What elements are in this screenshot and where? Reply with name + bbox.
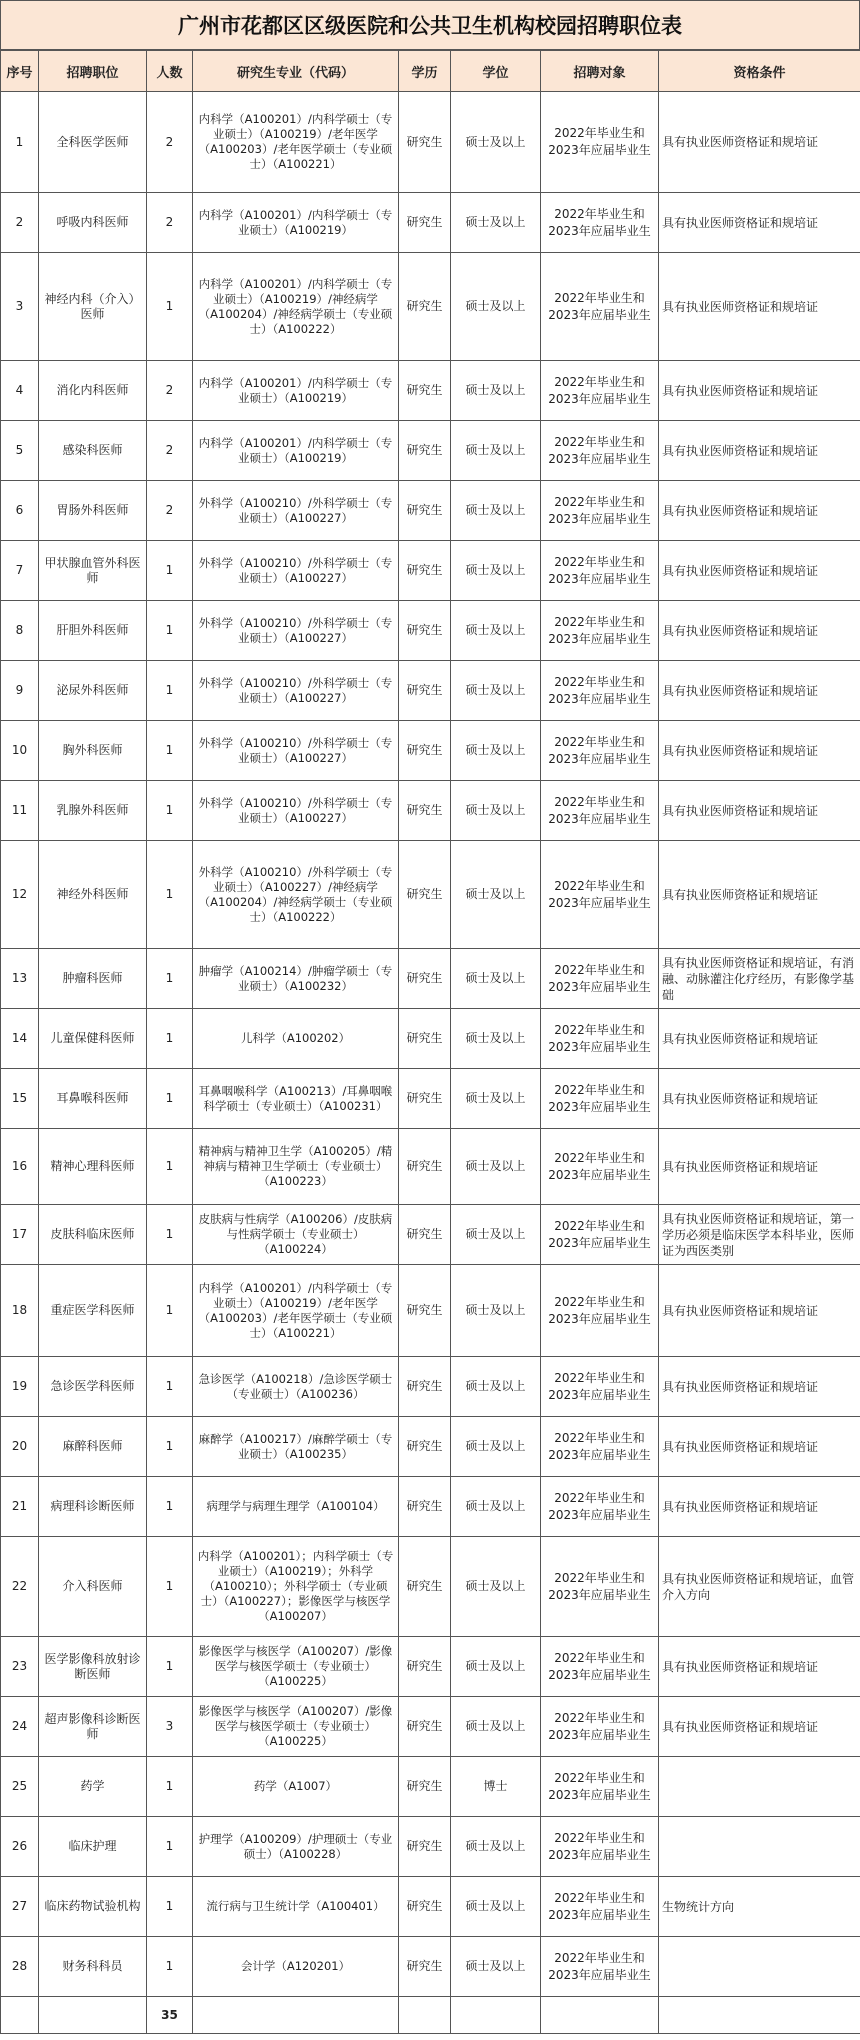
table-row (1, 1817, 860, 1877)
cell-education: 研究生 (399, 1009, 451, 1069)
cell-count: 1 (147, 841, 193, 949)
cell-requirement: 具有执业医师资格证和规培证 (659, 421, 860, 481)
cell-degree: 硕士及以上 (451, 1637, 541, 1697)
cell-requirement: 具有执业医师资格证和规培证 (659, 1129, 860, 1205)
cell-position: 感染科医师 (39, 421, 147, 481)
cell-degree: 硕士及以上 (451, 541, 541, 601)
table-row (1, 1265, 860, 1357)
cell-position: 病理科诊断医师 (39, 1477, 147, 1537)
table-row (1, 1205, 860, 1265)
cell-education: 研究生 (399, 1357, 451, 1417)
cell-count: 1 (147, 949, 193, 1009)
table-row (1, 1417, 860, 1477)
cell-degree: 硕士及以上 (451, 1009, 541, 1069)
cell-requirement: 生物统计方向 (659, 1877, 860, 1937)
cell-no: 19 (1, 1357, 39, 1417)
cell-degree: 博士 (451, 1757, 541, 1817)
cell-education: 研究生 (399, 193, 451, 253)
table-row (1, 541, 860, 601)
cell-degree: 硕士及以上 (451, 841, 541, 949)
cell-position: 药学 (39, 1757, 147, 1817)
cell-requirement: 具有执业医师资格证和规培证 (659, 1357, 860, 1417)
table-row (1, 661, 860, 721)
table-row (1, 253, 860, 361)
cell-education: 研究生 (399, 541, 451, 601)
cell-major: 外科学（A100210）/外科学硕士（专业硕士）（A100227） (193, 721, 399, 781)
cell-education: 研究生 (399, 781, 451, 841)
cell-requirement (659, 1757, 860, 1817)
cell-target: 2022年毕业生和2023年应届毕业生 (541, 1265, 659, 1357)
cell-education: 研究生 (399, 949, 451, 1009)
cell-count: 1 (147, 661, 193, 721)
cell-education: 研究生 (399, 421, 451, 481)
cell-requirement: 具有执业医师资格证和规培证 (659, 361, 860, 421)
cell-degree: 硕士及以上 (451, 721, 541, 781)
cell-count: 1 (147, 601, 193, 661)
cell-education: 研究生 (399, 1417, 451, 1477)
cell-education: 研究生 (399, 481, 451, 541)
cell-degree: 硕士及以上 (451, 1477, 541, 1537)
cell-count: 1 (147, 1129, 193, 1205)
table-row (1, 1129, 860, 1205)
cell-major: 流行病与卫生统计学（A100401） (193, 1877, 399, 1937)
cell-count: 2 (147, 193, 193, 253)
cell-position: 介入科医师 (39, 1537, 147, 1637)
cell-requirement: 具有执业医师资格证和规培证 (659, 841, 860, 949)
cell-no: 7 (1, 541, 39, 601)
cell-major: 内科学（A100201）；内科学硕士（专业硕士）（A100219）；外科学（A100210）；外科学硕士（专业硕士）（A100227）；影像医学与核医学（A100207） (193, 1537, 399, 1637)
cell-requirement: 具有执业医师资格证和规培证，第一学历必须是临床医学本科毕业，医师证为西医类别 (659, 1205, 860, 1265)
cell-education: 研究生 (399, 361, 451, 421)
cell-no: 3 (1, 253, 39, 361)
cell-major: 内科学（A100201）/内科学硕士（专业硕士）（A100219）/老年医学（A100203）/老年医学硕士（专业硕士）（A100221） (193, 1265, 399, 1357)
cell-target: 2022年毕业生和2023年应届毕业生 (541, 949, 659, 1009)
cell-education: 研究生 (399, 601, 451, 661)
cell-target: 2022年毕业生和2023年应届毕业生 (541, 1357, 659, 1417)
cell-education: 研究生 (399, 841, 451, 949)
header-major: 研究生专业（代码） (193, 51, 399, 92)
cell-major: 皮肤病与性病学（A100206）/皮肤病与性病学硕士（专业硕士）（A100224） (193, 1205, 399, 1265)
cell-requirement: 具有执业医师资格证和规培证 (659, 1477, 860, 1537)
cell-education: 研究生 (399, 1877, 451, 1937)
cell-major: 药学（A1007） (193, 1757, 399, 1817)
cell-target: 2022年毕业生和2023年应届毕业生 (541, 721, 659, 781)
table-row (1, 1697, 860, 1757)
recruitment-table (0, 50, 860, 2034)
table-row (1, 781, 860, 841)
cell-no: 24 (1, 1697, 39, 1757)
total-cell-empty (451, 1997, 541, 2034)
cell-no: 14 (1, 1009, 39, 1069)
cell-target: 2022年毕业生和2023年应届毕业生 (541, 421, 659, 481)
cell-no: 6 (1, 481, 39, 541)
cell-position: 超声影像科诊断医师 (39, 1697, 147, 1757)
cell-education: 研究生 (399, 1129, 451, 1205)
cell-requirement: 具有执业医师资格证和规培证 (659, 1637, 860, 1697)
cell-degree: 硕士及以上 (451, 1129, 541, 1205)
cell-position: 消化内科医师 (39, 361, 147, 421)
cell-requirement: 具有执业医师资格证和规培证 (659, 601, 860, 661)
cell-target: 2022年毕业生和2023年应届毕业生 (541, 661, 659, 721)
cell-count: 1 (147, 1877, 193, 1937)
cell-no: 13 (1, 949, 39, 1009)
cell-major: 内科学（A100201）/内科学硕士（专业硕士）（A100219） (193, 421, 399, 481)
cell-count: 3 (147, 1697, 193, 1757)
cell-requirement: 具有执业医师资格证和规培证 (659, 1417, 860, 1477)
table-row (1, 1357, 860, 1417)
cell-degree: 硕士及以上 (451, 1877, 541, 1937)
cell-no: 10 (1, 721, 39, 781)
table-row (1, 601, 860, 661)
table-row (1, 1757, 860, 1817)
total-cell-empty (39, 1997, 147, 2034)
cell-major: 外科学（A100210）/外科学硕士（专业硕士）（A100227） (193, 541, 399, 601)
total-cell-empty (541, 1997, 659, 2034)
cell-count: 1 (147, 1265, 193, 1357)
header-no: 序号 (1, 51, 39, 92)
cell-target: 2022年毕业生和2023年应届毕业生 (541, 1817, 659, 1877)
cell-no: 2 (1, 193, 39, 253)
cell-requirement: 具有执业医师资格证和规培证，血管介入方向 (659, 1537, 860, 1637)
cell-target: 2022年毕业生和2023年应届毕业生 (541, 193, 659, 253)
cell-count: 2 (147, 481, 193, 541)
table-row (1, 361, 860, 421)
cell-target: 2022年毕业生和2023年应届毕业生 (541, 1757, 659, 1817)
header-education: 学历 (399, 51, 451, 92)
table-row (1, 193, 860, 253)
cell-degree: 硕士及以上 (451, 193, 541, 253)
cell-no: 23 (1, 1637, 39, 1697)
cell-count: 1 (147, 1537, 193, 1637)
cell-degree: 硕士及以上 (451, 1697, 541, 1757)
cell-education: 研究生 (399, 1265, 451, 1357)
total-cell-empty (193, 1997, 399, 2034)
cell-education: 研究生 (399, 1205, 451, 1265)
cell-requirement: 具有执业医师资格证和规培证，有消融、动脉灌注化疗经历，有影像学基础 (659, 949, 860, 1009)
cell-position: 胃肠外科医师 (39, 481, 147, 541)
cell-count: 1 (147, 721, 193, 781)
cell-count: 1 (147, 1937, 193, 1997)
cell-position: 神经外科医师 (39, 841, 147, 949)
cell-position: 肿瘤科医师 (39, 949, 147, 1009)
cell-degree: 硕士及以上 (451, 1265, 541, 1357)
cell-position: 甲状腺血管外科医师 (39, 541, 147, 601)
cell-degree: 硕士及以上 (451, 1417, 541, 1477)
table-row (1, 841, 860, 949)
cell-degree: 硕士及以上 (451, 1069, 541, 1129)
cell-count: 1 (147, 1357, 193, 1417)
cell-count: 1 (147, 541, 193, 601)
cell-no: 16 (1, 1129, 39, 1205)
total-cell-empty (1, 1997, 39, 2034)
cell-requirement: 具有执业医师资格证和规培证 (659, 1069, 860, 1129)
cell-count: 1 (147, 1417, 193, 1477)
cell-position: 耳鼻喉科医师 (39, 1069, 147, 1129)
table-row (1, 92, 860, 193)
cell-no: 9 (1, 661, 39, 721)
cell-degree: 硕士及以上 (451, 1937, 541, 1997)
cell-no: 26 (1, 1817, 39, 1877)
cell-position: 泌尿外科医师 (39, 661, 147, 721)
cell-position: 财务科科员 (39, 1937, 147, 1997)
table-row (1, 421, 860, 481)
cell-count: 1 (147, 1757, 193, 1817)
cell-degree: 硕士及以上 (451, 949, 541, 1009)
cell-target: 2022年毕业生和2023年应届毕业生 (541, 481, 659, 541)
cell-position: 临床药物试验机构 (39, 1877, 147, 1937)
cell-target: 2022年毕业生和2023年应届毕业生 (541, 1069, 659, 1129)
cell-count: 2 (147, 361, 193, 421)
cell-major: 外科学（A100210）/外科学硕士（专业硕士）（A100227） (193, 601, 399, 661)
cell-major: 精神病与精神卫生学（A100205）/精神病与精神卫生学硕士（专业硕士）（A100223） (193, 1129, 399, 1205)
cell-degree: 硕士及以上 (451, 781, 541, 841)
cell-count: 2 (147, 92, 193, 193)
cell-major: 内科学（A100201）/内科学硕士（专业硕士）（A100219） (193, 193, 399, 253)
cell-no: 22 (1, 1537, 39, 1637)
table-row (1, 1477, 860, 1537)
cell-education: 研究生 (399, 1637, 451, 1697)
cell-target: 2022年毕业生和2023年应届毕业生 (541, 1205, 659, 1265)
cell-education: 研究生 (399, 1697, 451, 1757)
cell-degree: 硕士及以上 (451, 1537, 541, 1637)
cell-no: 20 (1, 1417, 39, 1477)
cell-degree: 硕士及以上 (451, 601, 541, 661)
table-row (1, 1877, 860, 1937)
cell-count: 1 (147, 781, 193, 841)
cell-education: 研究生 (399, 661, 451, 721)
cell-degree: 硕士及以上 (451, 1205, 541, 1265)
header-target: 招聘对象 (541, 51, 659, 92)
cell-no: 8 (1, 601, 39, 661)
cell-position: 麻醉科医师 (39, 1417, 147, 1477)
cell-degree: 硕士及以上 (451, 1357, 541, 1417)
cell-position: 呼吸内科医师 (39, 193, 147, 253)
cell-position: 全科医学医师 (39, 92, 147, 193)
total-cell-empty (399, 1997, 451, 2034)
cell-target: 2022年毕业生和2023年应届毕业生 (541, 1129, 659, 1205)
cell-target: 2022年毕业生和2023年应届毕业生 (541, 1877, 659, 1937)
cell-education: 研究生 (399, 1937, 451, 1997)
cell-major: 内科学（A100201）/内科学硕士（专业硕士）（A100219）/神经病学（A100204）/神经病学硕士（专业硕士）（A100222） (193, 253, 399, 361)
cell-requirement: 具有执业医师资格证和规培证 (659, 1697, 860, 1757)
header-degree: 学位 (451, 51, 541, 92)
cell-target: 2022年毕业生和2023年应届毕业生 (541, 361, 659, 421)
cell-position: 儿童保健科医师 (39, 1009, 147, 1069)
cell-major: 儿科学（A100202） (193, 1009, 399, 1069)
cell-target: 2022年毕业生和2023年应届毕业生 (541, 92, 659, 193)
cell-count: 1 (147, 1069, 193, 1129)
table-body (1, 92, 860, 1997)
cell-requirement: 具有执业医师资格证和规培证 (659, 781, 860, 841)
table-title: 广州市花都区区级医院和公共卫生机构校园招聘职位表 (0, 0, 860, 50)
cell-no: 18 (1, 1265, 39, 1357)
cell-requirement: 具有执业医师资格证和规培证 (659, 1009, 860, 1069)
cell-position: 肝胆外科医师 (39, 601, 147, 661)
cell-target: 2022年毕业生和2023年应届毕业生 (541, 541, 659, 601)
cell-position: 精神心理科医师 (39, 1129, 147, 1205)
table-row (1, 1069, 860, 1129)
total-cell-empty (659, 1997, 860, 2034)
header-count: 人数 (147, 51, 193, 92)
cell-education: 研究生 (399, 1817, 451, 1877)
cell-degree: 硕士及以上 (451, 421, 541, 481)
cell-degree: 硕士及以上 (451, 481, 541, 541)
cell-education: 研究生 (399, 1537, 451, 1637)
cell-degree: 硕士及以上 (451, 661, 541, 721)
cell-requirement: 具有执业医师资格证和规培证 (659, 92, 860, 193)
cell-major: 外科学（A100210）/外科学硕士（专业硕士）（A100227） (193, 481, 399, 541)
cell-major: 外科学（A100210）/外科学硕士（专业硕士）（A100227）/神经病学（A100204）/神经病学硕士（专业硕士）（A100222） (193, 841, 399, 949)
cell-count: 1 (147, 253, 193, 361)
cell-position: 临床护理 (39, 1817, 147, 1877)
cell-education: 研究生 (399, 253, 451, 361)
cell-position: 医学影像科放射诊断医师 (39, 1637, 147, 1697)
cell-no: 5 (1, 421, 39, 481)
cell-education: 研究生 (399, 721, 451, 781)
cell-requirement (659, 1937, 860, 1997)
cell-no: 21 (1, 1477, 39, 1537)
cell-no: 17 (1, 1205, 39, 1265)
cell-target: 2022年毕业生和2023年应届毕业生 (541, 1477, 659, 1537)
total-count: 35 (147, 1997, 193, 2034)
table-row (1, 721, 860, 781)
cell-no: 27 (1, 1877, 39, 1937)
cell-major: 外科学（A100210）/外科学硕士（专业硕士）（A100227） (193, 781, 399, 841)
total-row (1, 1997, 860, 2034)
cell-count: 1 (147, 1205, 193, 1265)
cell-no: 25 (1, 1757, 39, 1817)
cell-major: 外科学（A100210）/外科学硕士（专业硕士）（A100227） (193, 661, 399, 721)
cell-degree: 硕士及以上 (451, 1817, 541, 1877)
cell-requirement: 具有执业医师资格证和规培证 (659, 541, 860, 601)
header-row (1, 51, 860, 92)
cell-count: 1 (147, 1637, 193, 1697)
cell-education: 研究生 (399, 92, 451, 193)
cell-no: 11 (1, 781, 39, 841)
cell-requirement: 具有执业医师资格证和规培证 (659, 253, 860, 361)
cell-count: 2 (147, 421, 193, 481)
cell-position: 急诊医学科医师 (39, 1357, 147, 1417)
cell-major: 内科学（A100201）/内科学硕士（专业硕士）（A100219）/老年医学（A100203）/老年医学硕士（专业硕士）（A100221） (193, 92, 399, 193)
cell-position: 皮肤科临床医师 (39, 1205, 147, 1265)
cell-major: 病理学与病理生理学（A100104） (193, 1477, 399, 1537)
cell-major: 耳鼻咽喉科学（A100213）/耳鼻咽喉科学硕士（专业硕士）（A100231） (193, 1069, 399, 1129)
cell-requirement: 具有执业医师资格证和规培证 (659, 721, 860, 781)
cell-target: 2022年毕业生和2023年应届毕业生 (541, 1697, 659, 1757)
table-row (1, 1937, 860, 1997)
cell-no: 4 (1, 361, 39, 421)
cell-target: 2022年毕业生和2023年应届毕业生 (541, 1937, 659, 1997)
table-row (1, 1537, 860, 1637)
cell-major: 会计学（A120201） (193, 1937, 399, 1997)
cell-education: 研究生 (399, 1069, 451, 1129)
cell-no: 28 (1, 1937, 39, 1997)
table-row (1, 481, 860, 541)
cell-position: 重症医学科医师 (39, 1265, 147, 1357)
cell-position: 胸外科医师 (39, 721, 147, 781)
table-row (1, 949, 860, 1009)
cell-major: 内科学（A100201）/内科学硕士（专业硕士）（A100219） (193, 361, 399, 421)
cell-major: 影像医学与核医学（A100207）/影像医学与核医学硕士（专业硕士）（A100225） (193, 1637, 399, 1697)
cell-no: 15 (1, 1069, 39, 1129)
cell-major: 麻醉学（A100217）/麻醉学硕士（专业硕士）（A100235） (193, 1417, 399, 1477)
header-requirement: 资格条件 (659, 51, 860, 92)
table-row (1, 1637, 860, 1697)
cell-position: 神经内科（介入）医师 (39, 253, 147, 361)
cell-no: 12 (1, 841, 39, 949)
cell-target: 2022年毕业生和2023年应届毕业生 (541, 1537, 659, 1637)
cell-major: 急诊医学（A100218）/急诊医学硕士（专业硕士）（A100236） (193, 1357, 399, 1417)
cell-degree: 硕士及以上 (451, 92, 541, 193)
cell-degree: 硕士及以上 (451, 361, 541, 421)
cell-target: 2022年毕业生和2023年应届毕业生 (541, 1637, 659, 1697)
cell-target: 2022年毕业生和2023年应届毕业生 (541, 1009, 659, 1069)
cell-major: 肿瘤学（A100214）/肿瘤学硕士（专业硕士）（A100232） (193, 949, 399, 1009)
cell-major: 影像医学与核医学（A100207）/影像医学与核医学硕士（专业硕士）（A100225） (193, 1697, 399, 1757)
cell-count: 1 (147, 1817, 193, 1877)
cell-position: 乳腺外科医师 (39, 781, 147, 841)
table-row (1, 1009, 860, 1069)
cell-requirement (659, 1817, 860, 1877)
cell-target: 2022年毕业生和2023年应届毕业生 (541, 841, 659, 949)
cell-education: 研究生 (399, 1757, 451, 1817)
cell-target: 2022年毕业生和2023年应届毕业生 (541, 601, 659, 661)
cell-count: 1 (147, 1477, 193, 1537)
cell-count: 1 (147, 1009, 193, 1069)
cell-target: 2022年毕业生和2023年应届毕业生 (541, 781, 659, 841)
cell-target: 2022年毕业生和2023年应届毕业生 (541, 253, 659, 361)
cell-no: 1 (1, 92, 39, 193)
cell-requirement: 具有执业医师资格证和规培证 (659, 193, 860, 253)
cell-major: 护理学（A100209）/护理硕士（专业硕士）（A100228） (193, 1817, 399, 1877)
cell-target: 2022年毕业生和2023年应届毕业生 (541, 1417, 659, 1477)
cell-degree: 硕士及以上 (451, 253, 541, 361)
cell-requirement: 具有执业医师资格证和规培证 (659, 661, 860, 721)
cell-requirement: 具有执业医师资格证和规培证 (659, 481, 860, 541)
cell-education: 研究生 (399, 1477, 451, 1537)
header-position: 招聘职位 (39, 51, 147, 92)
cell-requirement: 具有执业医师资格证和规培证 (659, 1265, 860, 1357)
